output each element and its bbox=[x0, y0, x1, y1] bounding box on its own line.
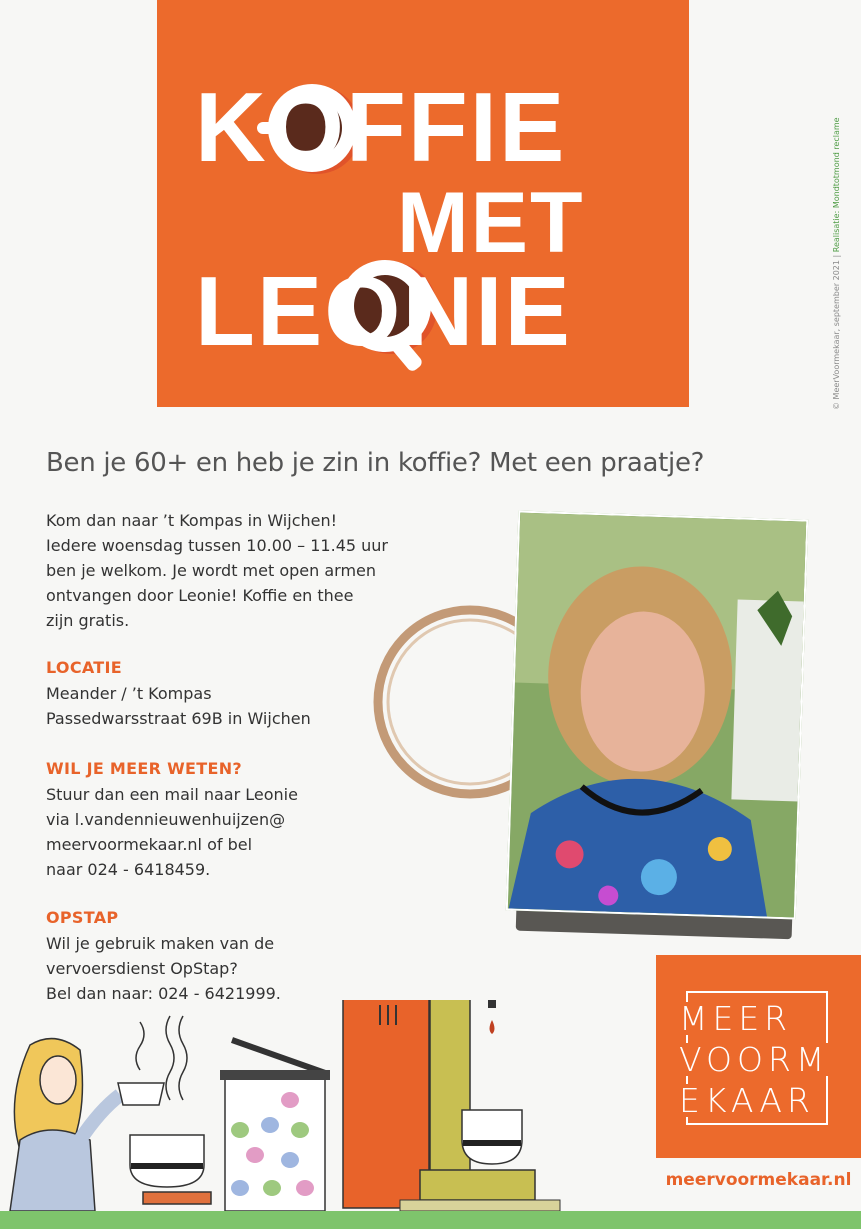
logo-line-2: VOORM bbox=[676, 1043, 832, 1076]
woman-arm bbox=[80, 1095, 120, 1140]
meer-weten-text: Stuur dan een mail naar Leonie via l.vandennieuwenhuijzen@ meervoormekaar.nl of bel naar 024 - 6418459. bbox=[46, 785, 298, 879]
coffee-illustration bbox=[0, 1000, 600, 1211]
logo-line-3: EKAAR bbox=[676, 1084, 818, 1117]
tagline: Ben je 60+ en heb je zin in koffie? Met een praatje? bbox=[46, 448, 705, 478]
portrait-illustration bbox=[508, 513, 808, 920]
hero-title bbox=[157, 0, 689, 407]
credit-separator: | bbox=[832, 254, 841, 258]
intro-text: Kom dan naar ’t Kompas in Wijchen! Iedere woensdag tussen 10.00 – 11.45 uur ben je welkom. Je wordt met open armen ontvangen door Leonie! Koffie en thee zijn gratis. bbox=[46, 511, 388, 630]
woman-body bbox=[10, 1130, 95, 1211]
leonie-photo bbox=[506, 511, 808, 920]
meer-weten-heading: WIL JE MEER WETEN? bbox=[46, 759, 242, 778]
opstap-heading: OPSTAP bbox=[46, 908, 119, 927]
hero-line-koffie: KOFFIE bbox=[195, 72, 567, 182]
locatie-text: Meander / ’t Kompas Passedwarsstraat 69B in Wijchen bbox=[46, 684, 311, 728]
woman-face bbox=[40, 1056, 76, 1104]
meervoormekaar-logo bbox=[656, 955, 861, 1158]
hero-line-met: MET bbox=[397, 175, 585, 271]
hero-line-leonie: LEONIE bbox=[195, 256, 572, 366]
credit-text bbox=[832, 50, 841, 410]
credit-copyright: © MeerVoormekaar, september 2021 bbox=[832, 260, 841, 410]
website-link[interactable]: meervoormekaar.nl bbox=[665, 1170, 852, 1190]
opstap-text: Wil je gebruik maken van de vervoersdienst OpStap? Bel dan naar: 024 - 6421999. bbox=[46, 934, 281, 1003]
bottom-bar bbox=[0, 1211, 861, 1229]
locatie-heading: LOCATIE bbox=[46, 658, 123, 677]
credit-realisatie: Realisatie: Mondtotmond reclame bbox=[832, 117, 841, 253]
logo-line-1: MEER bbox=[676, 1002, 795, 1035]
